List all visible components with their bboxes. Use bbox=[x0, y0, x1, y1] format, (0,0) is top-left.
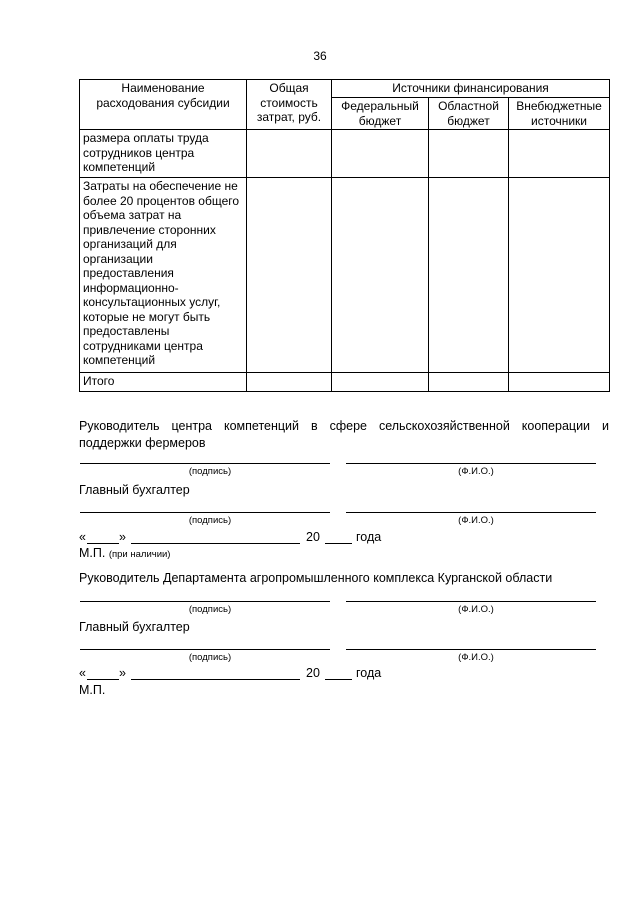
row-extra-cell[interactable] bbox=[509, 178, 610, 373]
date-quote-open: « bbox=[79, 530, 86, 544]
row-name: размера оплаты труда сотрудников центра компетенций bbox=[80, 130, 247, 178]
date-quote-open: « bbox=[79, 666, 86, 680]
signature-line[interactable] bbox=[80, 601, 330, 602]
date-month-line[interactable] bbox=[131, 679, 300, 680]
stamp-place bbox=[79, 546, 170, 560]
row-name: Затраты на обеспечение не более 20 процентов общего объема затрат на привлечение сторонних организаций для организации предоставления информационно-консультационных услуг, которые не могут быть предоставлены сотрудниками центра компетенций bbox=[80, 178, 247, 373]
header-federal: Федеральный бюджет bbox=[332, 98, 429, 130]
fio-caption: (Ф.И.О.) bbox=[458, 652, 494, 663]
table-row bbox=[80, 373, 610, 392]
date-day-line[interactable] bbox=[87, 543, 119, 544]
row-extra-cell[interactable] bbox=[509, 373, 610, 392]
year-prefix: 20 bbox=[306, 530, 320, 544]
stamp-label: М.П. bbox=[79, 683, 106, 697]
accountant-signature-line[interactable] bbox=[80, 649, 330, 650]
header-extra: Внебюджетные источники bbox=[509, 98, 610, 130]
row-federal-cell[interactable] bbox=[332, 373, 429, 392]
date-quote-close: » bbox=[119, 530, 126, 544]
row-regional-cell[interactable] bbox=[429, 130, 509, 178]
row-extra-cell[interactable] bbox=[509, 130, 610, 178]
header-sources: Источники финансирования bbox=[332, 80, 610, 98]
date-quote-close: » bbox=[119, 666, 126, 680]
stamp-note: (при наличии) bbox=[108, 549, 171, 560]
row-total-cell[interactable] bbox=[247, 178, 332, 373]
table-row bbox=[80, 130, 610, 178]
table-row bbox=[80, 178, 610, 373]
row-name: Итого bbox=[80, 373, 247, 392]
accountant-fio-line[interactable] bbox=[346, 512, 596, 513]
header-name: Наименование расходования субсидии bbox=[80, 80, 247, 130]
competence-center-head-title: Руководитель центра компетенций в сфере сельскохозяйственной кооперации и поддержки фермеров bbox=[79, 419, 609, 450]
fio-line[interactable] bbox=[346, 463, 596, 464]
signature-caption: (подпись) bbox=[188, 652, 232, 663]
signature-caption: (подпись) bbox=[188, 515, 232, 526]
page-number: 36 bbox=[313, 49, 327, 63]
date-day-line[interactable] bbox=[87, 679, 119, 680]
row-regional-cell[interactable] bbox=[429, 178, 509, 373]
fio-line[interactable] bbox=[346, 601, 596, 602]
fio-caption: (Ф.И.О.) bbox=[458, 604, 494, 615]
accountant-fio-line[interactable] bbox=[346, 649, 596, 650]
header-regional: Областной бюджет bbox=[429, 98, 509, 130]
row-total-cell[interactable] bbox=[247, 130, 332, 178]
year-suffix: года bbox=[356, 530, 382, 544]
stamp-label: М.П. bbox=[79, 546, 106, 560]
chief-accountant-label: Главный бухгалтер bbox=[79, 620, 190, 634]
signature-caption: (подпись) bbox=[188, 604, 232, 615]
year-prefix: 20 bbox=[306, 666, 320, 680]
department-head-title: Руководитель Департамента агропромышленного комплекса Курганской области bbox=[79, 571, 553, 585]
subsidy-table bbox=[79, 79, 610, 392]
signature-line[interactable] bbox=[80, 463, 330, 464]
row-regional-cell[interactable] bbox=[429, 373, 509, 392]
header-total: Общая стоимость затрат, руб. bbox=[247, 80, 332, 130]
chief-accountant-label: Главный бухгалтер bbox=[79, 483, 190, 497]
row-total-cell[interactable] bbox=[247, 373, 332, 392]
year-suffix: года bbox=[356, 666, 382, 680]
row-federal-cell[interactable] bbox=[332, 130, 429, 178]
row-federal-cell[interactable] bbox=[332, 178, 429, 373]
date-month-line[interactable] bbox=[131, 543, 300, 544]
year-line[interactable] bbox=[325, 679, 352, 680]
fio-caption: (Ф.И.О.) bbox=[458, 466, 494, 477]
year-line[interactable] bbox=[325, 543, 352, 544]
accountant-signature-line[interactable] bbox=[80, 512, 330, 513]
signature-caption: (подпись) bbox=[188, 466, 232, 477]
fio-caption: (Ф.И.О.) bbox=[458, 515, 494, 526]
